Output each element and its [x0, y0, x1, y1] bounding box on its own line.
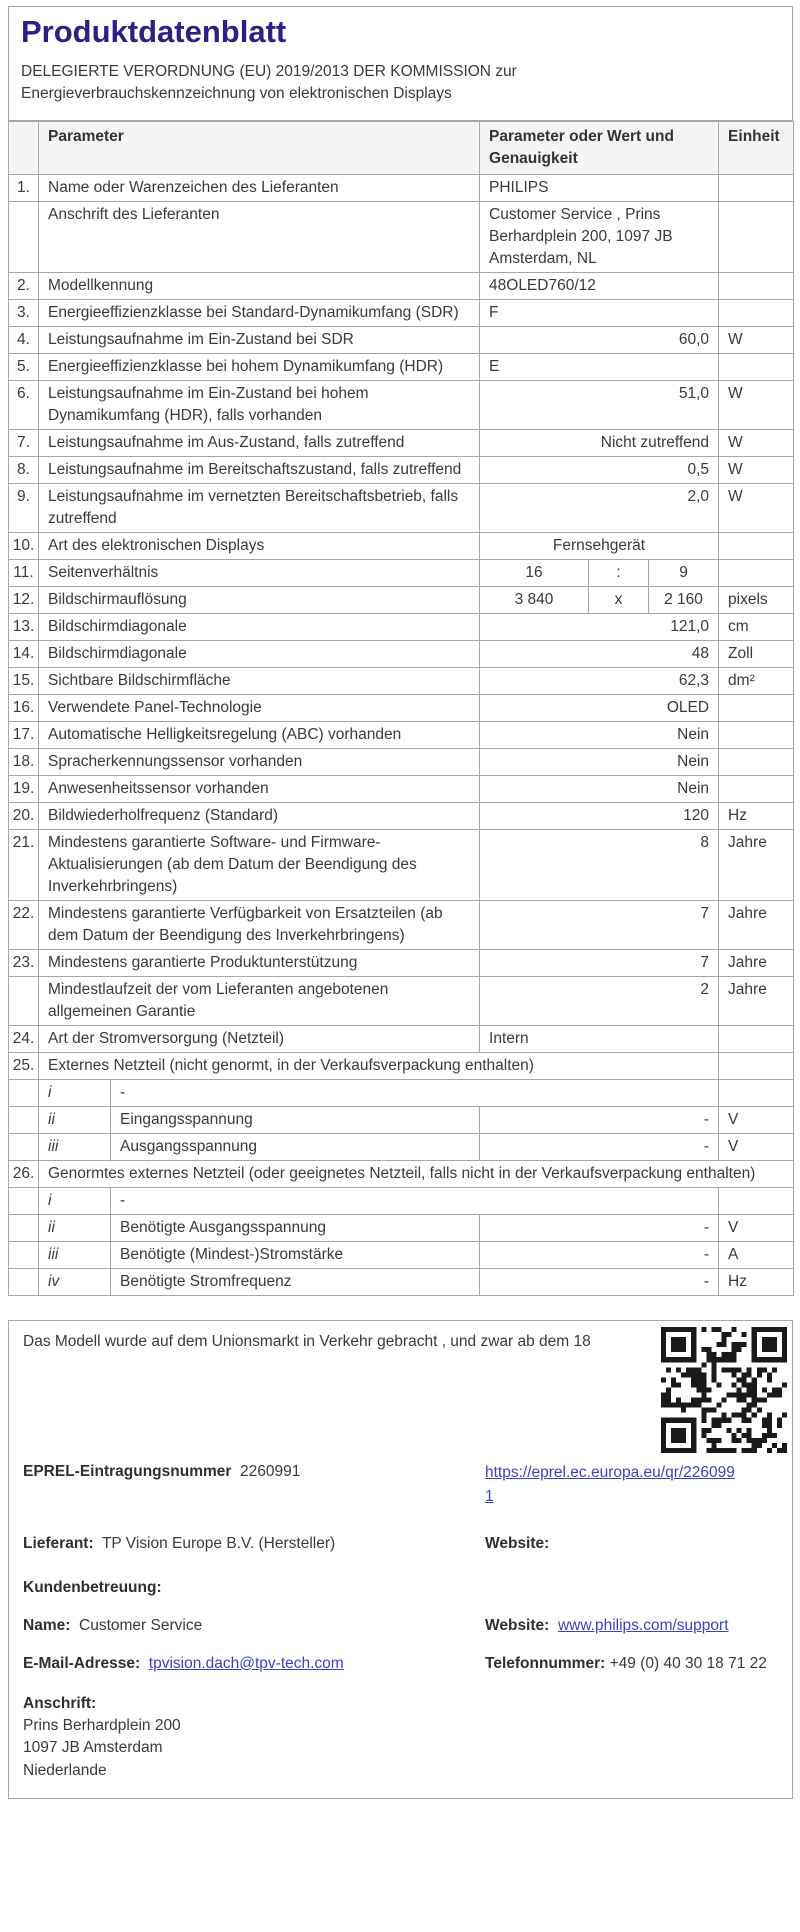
website-label: Website:: [485, 1534, 550, 1552]
roman-numeral-cell: ii: [39, 1214, 111, 1241]
value-cell: 120: [480, 802, 719, 829]
unit-cell: W: [719, 456, 794, 483]
name-label: Name:: [23, 1616, 71, 1634]
value-cell: Nicht zutreffend: [480, 429, 719, 456]
supplier-value: TP Vision Europe B.V. (Hersteller): [101, 1534, 336, 1552]
unit-cell: [719, 353, 794, 380]
parameter-cell: Mindestens garantierte Software- und Firmware-Aktualisierungen (ab dem Datum der Beendigung des Inverkehrbringens): [39, 829, 480, 900]
table-row: [9, 667, 794, 694]
value-cell: OLED: [480, 694, 719, 721]
row-number-cell: [9, 201, 39, 272]
value-cell: Nein: [480, 721, 719, 748]
value-cell: Fernsehgerät: [480, 532, 719, 559]
table-row: [9, 586, 794, 613]
table-row: [9, 829, 794, 900]
parameter-cell: Leistungsaufnahme im Aus-Zustand, falls zutreffend: [39, 429, 480, 456]
table-row: [9, 1214, 794, 1241]
parameter-cell: Eingangsspannung: [111, 1106, 480, 1133]
market-note: Das Modell wurde auf dem Unionsmarkt in Verkehr gebracht , und zwar ab dem 18: [23, 1332, 591, 1350]
regulation-line-1: DELEGIERTE VERORDNUNG (EU) 2019/2013 DER KOMMISSION zur: [21, 62, 517, 80]
table-row: [9, 1160, 794, 1187]
customer-care-label: Kundenbetreuung:: [23, 1578, 162, 1596]
value-cell: 8: [480, 829, 719, 900]
name-left: [23, 1615, 485, 1637]
table-row: [9, 694, 794, 721]
table-row: [9, 640, 794, 667]
row-number-cell: 16.: [9, 694, 39, 721]
row-number-cell: 24.: [9, 1025, 39, 1052]
parameter-cell: Externes Netzteil (nicht genormt, in der Verkaufsverpackung enthalten): [39, 1052, 719, 1079]
table-row: [9, 613, 794, 640]
value-cell: 60,0: [480, 326, 719, 353]
parameter-cell: Seitenverhältnis: [39, 559, 480, 586]
unit-cell: Hz: [719, 1268, 794, 1295]
supplier-left: [23, 1533, 485, 1555]
row-number-cell: 9.: [9, 483, 39, 532]
value-cell: F: [480, 299, 719, 326]
row-number-cell: 20.: [9, 802, 39, 829]
spec-table-body: [9, 174, 794, 1295]
row-number-cell: 26.: [9, 1160, 39, 1187]
value-cell: 7: [480, 949, 719, 976]
phone-label: Telefonnummer:: [485, 1654, 606, 1672]
supplier-label: Lieferant:: [23, 1534, 94, 1552]
support-website-link[interactable]: www.philips.com/support: [557, 1616, 729, 1634]
regulation-subtitle: [21, 61, 780, 106]
parameter-cell: Leistungsaufnahme im vernetzten Bereitschaftsbetrieb, falls zutreffend: [39, 483, 480, 532]
header-num: [9, 121, 39, 174]
table-row: [9, 775, 794, 802]
parameter-cell: Benötigte Ausgangsspannung: [111, 1214, 480, 1241]
row-number-cell: 17.: [9, 721, 39, 748]
value-cell: 7: [480, 900, 719, 949]
unit-cell: [719, 1052, 794, 1079]
unit-cell: V: [719, 1214, 794, 1241]
table-row: [9, 1187, 794, 1214]
name-right: [485, 1615, 778, 1637]
value-cell: PHILIPS: [480, 174, 719, 201]
row-number-cell: 23.: [9, 949, 39, 976]
row-number-cell: [9, 1214, 39, 1241]
row-number-cell: 2.: [9, 272, 39, 299]
row-number-cell: 13.: [9, 613, 39, 640]
row-number-cell: 22.: [9, 900, 39, 949]
parameter-cell: Bildschirmdiagonale: [39, 613, 480, 640]
spec-table-header-row: [9, 121, 794, 174]
table-row: [9, 1106, 794, 1133]
unit-cell: [719, 1025, 794, 1052]
parameter-cell: Benötigte Stromfrequenz: [111, 1268, 480, 1295]
parameter-cell: Spracherkennungssensor vorhanden: [39, 748, 480, 775]
table-row: [9, 353, 794, 380]
eprel-qr-link[interactable]: https://eprel.ec.europa.eu/qr/2260991: [485, 1463, 735, 1505]
row-number-cell: [9, 1133, 39, 1160]
unit-cell: [719, 174, 794, 201]
table-row: [9, 174, 794, 201]
header-parameter: Parameter: [39, 121, 480, 174]
unit-cell: W: [719, 429, 794, 456]
unit-cell: [719, 299, 794, 326]
table-row: [9, 532, 794, 559]
unit-cell: Jahre: [719, 829, 794, 900]
title-box: [8, 6, 793, 121]
row-number-cell: 3.: [9, 299, 39, 326]
roman-numeral-cell: i: [39, 1079, 111, 1106]
unit-cell: W: [719, 483, 794, 532]
table-row: [9, 1025, 794, 1052]
table-row: [9, 429, 794, 456]
unit-cell: [719, 1187, 794, 1214]
parameter-cell: Mindestens garantierte Verfügbarkeit von Ersatzteilen (ab dem Datum der Beendigung des Inverkehrbringens): [39, 900, 480, 949]
parameter-cell: Art des elektronischen Displays: [39, 532, 480, 559]
value-cell: 48OLED760/12: [480, 272, 719, 299]
parameter-cell: Mindestens garantierte Produktunterstützung: [39, 949, 480, 976]
phone-value: +49 (0) 40 30 18 71 22: [609, 1654, 767, 1672]
table-row: [9, 483, 794, 532]
unit-cell: V: [719, 1133, 794, 1160]
unit-cell: pixels: [719, 586, 794, 613]
value-cell: 51,0: [480, 380, 719, 429]
value-cell: 9: [649, 559, 719, 586]
table-row: [9, 201, 794, 272]
unit-cell: Jahre: [719, 949, 794, 976]
row-number-cell: 11.: [9, 559, 39, 586]
value-cell: 3 840: [480, 586, 589, 613]
row-number-cell: 21.: [9, 829, 39, 900]
unit-cell: [719, 1079, 794, 1106]
parameter-cell: Anwesenheitssensor vorhanden: [39, 775, 480, 802]
row-number-cell: 4.: [9, 326, 39, 353]
roman-numeral-cell: iii: [39, 1241, 111, 1268]
table-row: [9, 380, 794, 429]
value-cell: -: [480, 1214, 719, 1241]
parameter-cell: Bildschirmdiagonale: [39, 640, 480, 667]
eprel-left: [23, 1461, 485, 1483]
table-row: [9, 748, 794, 775]
row-number-cell: [9, 1187, 39, 1214]
unit-cell: [719, 559, 794, 586]
row-number-cell: [9, 1268, 39, 1295]
email-link[interactable]: tpvision.dach@tpv-tech.com: [148, 1654, 344, 1672]
row-number-cell: [9, 1241, 39, 1268]
parameter-cell: Bildwiederholfrequenz (Standard): [39, 802, 480, 829]
table-row: [9, 299, 794, 326]
unit-cell: Jahre: [719, 900, 794, 949]
unit-cell: [719, 532, 794, 559]
row-number-cell: [9, 976, 39, 1025]
value-cell: 121,0: [480, 613, 719, 640]
email-label: E-Mail-Adresse:: [23, 1654, 141, 1672]
value-cell: 0,5: [480, 456, 719, 483]
value-cell: :: [589, 559, 649, 586]
parameter-cell: Mindestlaufzeit der vom Lieferanten angebotenen allgemeinen Garantie: [39, 976, 480, 1025]
row-number-cell: 19.: [9, 775, 39, 802]
value-cell: -: [480, 1106, 719, 1133]
unit-cell: V: [719, 1106, 794, 1133]
table-row: [9, 1268, 794, 1295]
parameter-cell: Leistungsaufnahme im Ein-Zustand bei hohem Dynamikumfang (HDR), falls vorhanden: [39, 380, 480, 429]
email-row: [23, 1653, 778, 1675]
table-row: [9, 559, 794, 586]
website2-label: Website:: [485, 1616, 550, 1634]
eprel-label: EPREL-Eintragungsnummer: [23, 1462, 232, 1480]
parameter-cell: Art der Stromversorgung (Netzteil): [39, 1025, 480, 1052]
parameter-cell: Benötigte (Mindest-)Stromstärke: [111, 1241, 480, 1268]
value-cell: 62,3: [480, 667, 719, 694]
parameter-cell: Ausgangsspannung: [111, 1133, 480, 1160]
roman-numeral-cell: iv: [39, 1268, 111, 1295]
row-number-cell: 14.: [9, 640, 39, 667]
footer-box: [8, 1320, 793, 1799]
address-line: 1097 JB Amsterdam: [23, 1739, 163, 1757]
row-number-cell: [9, 1079, 39, 1106]
parameter-cell: Leistungsaufnahme im Bereitschaftszustand, falls zutreffend: [39, 456, 480, 483]
row-number-cell: 18.: [9, 748, 39, 775]
table-row: [9, 456, 794, 483]
eprel-row: [23, 1461, 778, 1509]
parameter-cell: Energieeffizienzklasse bei hohem Dynamikumfang (HDR): [39, 353, 480, 380]
unit-cell: [719, 201, 794, 272]
unit-cell: W: [719, 380, 794, 429]
unit-cell: Zoll: [719, 640, 794, 667]
unit-cell: Hz: [719, 802, 794, 829]
qr-code-icon: [661, 1327, 787, 1453]
value-cell: -: [480, 1241, 719, 1268]
phone-block: [485, 1653, 785, 1675]
parameter-cell: Name oder Warenzeichen des Lieferanten: [39, 174, 480, 201]
spec-table: [8, 121, 794, 1296]
table-row: [9, 1079, 794, 1106]
email-left: [23, 1653, 485, 1675]
unit-cell: [719, 272, 794, 299]
parameter-cell: -: [111, 1187, 719, 1214]
row-number-cell: 5.: [9, 353, 39, 380]
page-title: Produktdatenblatt: [21, 14, 287, 49]
value-cell: Intern: [480, 1025, 719, 1052]
row-number-cell: 25.: [9, 1052, 39, 1079]
regulation-line-2: Energieverbrauchskennzeichnung von elektronischen Displays: [21, 85, 452, 103]
value-cell: 48: [480, 640, 719, 667]
unit-cell: [719, 748, 794, 775]
unit-cell: W: [719, 326, 794, 353]
table-row: [9, 272, 794, 299]
value-cell: 2: [480, 976, 719, 1025]
table-row: [9, 802, 794, 829]
unit-cell: [719, 694, 794, 721]
unit-cell: dm²: [719, 667, 794, 694]
parameter-cell: Energieeffizienzklasse bei Standard-Dynamikumfang (SDR): [39, 299, 480, 326]
address-label: Anschrift:: [23, 1694, 97, 1712]
row-number-cell: 1.: [9, 174, 39, 201]
supplier-row: [23, 1533, 778, 1555]
table-row: [9, 721, 794, 748]
table-row: [9, 1052, 794, 1079]
address-line: Niederlande: [23, 1761, 107, 1779]
parameter-cell: Bildschirmauflösung: [39, 586, 480, 613]
row-number-cell: 15.: [9, 667, 39, 694]
header-unit: Einheit: [719, 121, 794, 174]
parameter-cell: Automatische Helligkeitsregelung (ABC) vorhanden: [39, 721, 480, 748]
parameter-cell: -: [111, 1079, 719, 1106]
parameter-cell: Modellkennung: [39, 272, 480, 299]
row-number-cell: [9, 1106, 39, 1133]
value-cell: 2,0: [480, 483, 719, 532]
value-cell: Nein: [480, 748, 719, 775]
unit-cell: A: [719, 1241, 794, 1268]
eprel-right: [485, 1461, 778, 1509]
value-cell: E: [480, 353, 719, 380]
address-line: Prins Berhardplein 200: [23, 1716, 181, 1734]
row-number-cell: 7.: [9, 429, 39, 456]
table-row: [9, 949, 794, 976]
parameter-cell: Verwendete Panel-Technologie: [39, 694, 480, 721]
table-row: [9, 976, 794, 1025]
eprel-number: 2260991: [240, 1462, 301, 1480]
email-right: [485, 1653, 785, 1675]
unit-cell: [719, 775, 794, 802]
unit-cell: cm: [719, 613, 794, 640]
parameter-cell: Sichtbare Bildschirmfläche: [39, 667, 480, 694]
table-row: [9, 1241, 794, 1268]
value-cell: x: [589, 586, 649, 613]
value-cell: Customer Service , Prins Berhardplein 200, 1097 JB Amsterdam, NL: [480, 201, 719, 272]
roman-numeral-cell: iii: [39, 1133, 111, 1160]
value-cell: Nein: [480, 775, 719, 802]
value-cell: -: [480, 1268, 719, 1295]
unit-cell: [719, 721, 794, 748]
value-cell: 2 160: [649, 586, 719, 613]
header-value: Parameter oder Wert und Genauigkeit: [480, 121, 719, 174]
name-value: Customer Service: [79, 1616, 203, 1634]
table-row: [9, 326, 794, 353]
unit-cell: Jahre: [719, 976, 794, 1025]
parameter-cell: Genormtes externes Netzteil (oder geeignetes Netzteil, falls nicht in der Verkaufsverpackung enthalten): [39, 1160, 794, 1187]
row-number-cell: 10.: [9, 532, 39, 559]
row-number-cell: 8.: [9, 456, 39, 483]
row-number-cell: 12.: [9, 586, 39, 613]
roman-numeral-cell: i: [39, 1187, 111, 1214]
row-number-cell: 6.: [9, 380, 39, 429]
table-row: [9, 1133, 794, 1160]
parameter-cell: Anschrift des Lieferanten: [39, 201, 480, 272]
roman-numeral-cell: ii: [39, 1106, 111, 1133]
table-row: [9, 900, 794, 949]
value-cell: -: [480, 1133, 719, 1160]
name-row: [23, 1615, 778, 1637]
parameter-cell: Leistungsaufnahme im Ein-Zustand bei SDR: [39, 326, 480, 353]
supplier-right: [485, 1533, 778, 1555]
value-cell: 16: [480, 559, 589, 586]
